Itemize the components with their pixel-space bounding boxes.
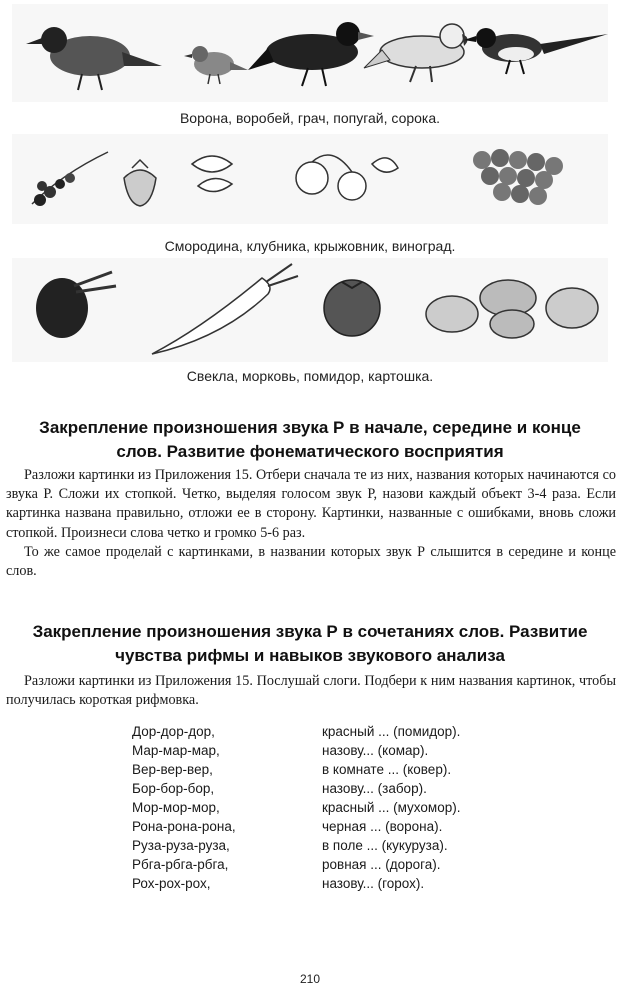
rhyme-phrase: назову... (комар). [322, 743, 429, 758]
rhyme-syllables: Рона-рона-рона, [132, 819, 236, 834]
rhyme-syllables: Руза-руза-руза, [132, 838, 230, 853]
rhyme-row [0, 722, 620, 741]
grapes-drawing [473, 149, 563, 205]
section2-heading: Закрепление произношения звука Р в сочетаниях слов. Развитие чувства рифмы и навыков звукового анализа [32, 622, 588, 665]
section2-body [6, 672, 616, 710]
parrot-drawing [364, 24, 468, 82]
section1-paragraph-1: Разложи картинки из Приложения 15. Отбери сначала те из них, названия которых начинаются со звука Р. Сложи их стопкой. Четко, выделяя голосом звук Р, назови каждый объект 3-4 раза. Если картинка названа правильно, отложи ее в сторону. Картинки, названные с ошибками, вновь сложи стопкой. Произнеси слова четко и громко 5-6 раз. [6, 467, 616, 541]
gooseberry-drawing [296, 155, 398, 200]
rhyme-row [0, 779, 620, 798]
rhyme-phrase: красный ... (мухомор). [322, 800, 461, 815]
rhyme-syllables: Мор-мор-мор, [132, 800, 220, 815]
rhyme-phrase: в поле ... (кукуруза). [322, 838, 448, 853]
sparrow-drawing [184, 46, 248, 84]
crow-drawing [26, 27, 162, 90]
rhyme-phrase: назову... (забор). [322, 781, 427, 796]
rhyme-phrase: красный ... (помидор). [322, 724, 461, 739]
rook-drawing [248, 22, 374, 86]
caption-berries: Смородина, клубника, крыжовник, виноград. [164, 238, 456, 254]
vegetables-illustration [12, 258, 608, 362]
section1-heading: Закрепление произношения звука Р в начале, середине и конце слов. Развитие фонематического восприятия [39, 418, 581, 461]
potatoes-drawing [426, 280, 598, 338]
rhyme-syllables: Рбга-рбга-рбга, [132, 857, 229, 872]
rhyme-syllables: Дор-дор-дор, [132, 724, 215, 739]
section2-paragraph-1: Разложи картинки из Приложения 15. Послушай слоги. Подбери к ним названия картинок, чтобы получилась короткая рифмовка. [6, 673, 616, 709]
carrot-drawing [152, 264, 298, 354]
caption-vegetables: Свекла, морковь, помидор, картошка. [186, 368, 434, 384]
rhyme-phrase: назову... (горох). [322, 876, 425, 891]
rhyme-row [0, 874, 620, 893]
rhyme-row [0, 798, 620, 817]
rhyme-syllables: Мар-мар-мар, [132, 743, 220, 758]
rhyme-phrase: в комнате ... (ковер). [322, 762, 452, 777]
rhyme-phrase: черная ... (ворона). [322, 819, 443, 834]
rhymes-list [0, 722, 620, 893]
strawberry-drawing [124, 156, 232, 206]
rhyme-row [0, 817, 620, 836]
page-number: 210 [299, 972, 321, 986]
rhyme-row [0, 741, 620, 760]
tomato-drawing [324, 280, 380, 336]
berries-illustration [12, 134, 608, 224]
rhyme-syllables: Рох-рох-рох, [132, 876, 211, 891]
caption-birds: Ворона, воробей, грач, попугай, сорока. [179, 110, 441, 126]
section1-paragraph-2: То же самое проделай с картинками, в названии которых звук Р слышится в середине и конце слов. [6, 543, 616, 580]
rhyme-row [0, 855, 620, 874]
rhyme-row [0, 836, 620, 855]
birds-illustration [12, 4, 608, 102]
beet-drawing [36, 272, 116, 338]
rhyme-row [0, 760, 620, 779]
rhyme-syllables: Бор-бор-бор, [132, 781, 215, 796]
currant-drawing [32, 152, 108, 206]
section1-body [6, 466, 616, 581]
magpie-drawing [464, 28, 608, 74]
rhyme-syllables: Вер-вер-вер, [132, 762, 213, 777]
rhyme-phrase: ровная ... (дорога). [322, 857, 441, 872]
